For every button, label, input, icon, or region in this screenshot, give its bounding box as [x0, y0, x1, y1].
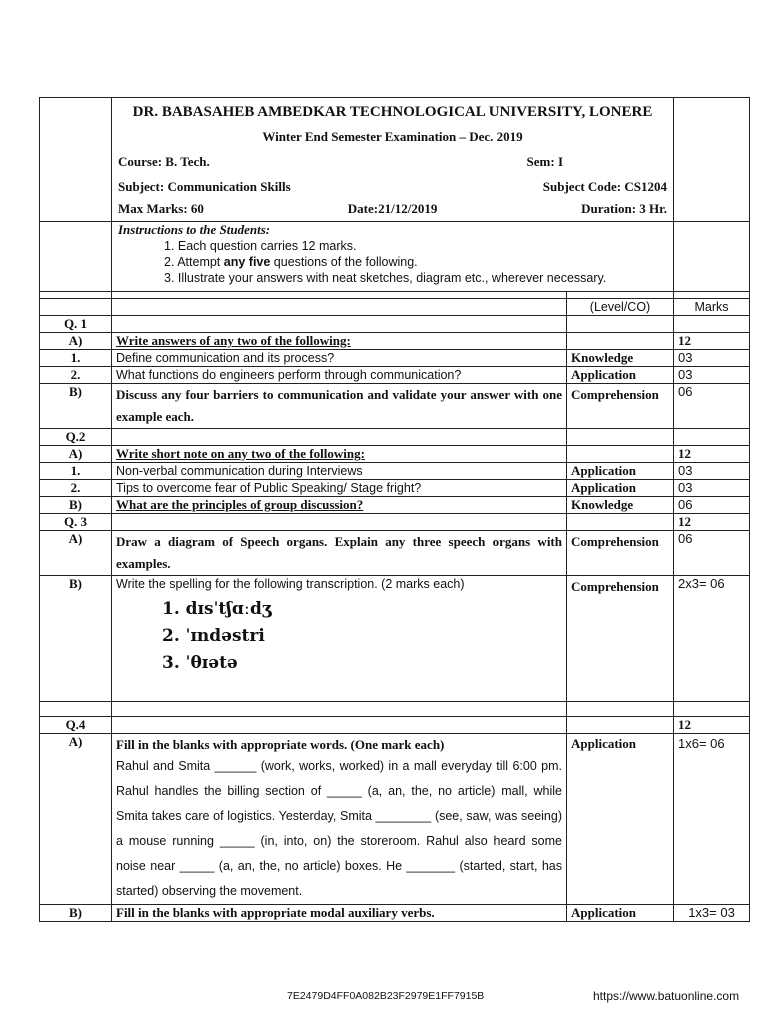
blank-cell	[674, 316, 750, 333]
marks: 03	[674, 367, 750, 384]
blank-cell	[567, 333, 674, 350]
fill-blanks-question	[112, 734, 567, 905]
instruction-3: 3. Illustrate your answers with neat sketches, diagram etc., wherever necessary.	[164, 271, 607, 285]
max-marks: Max Marks: 60	[118, 201, 204, 216]
blank-cell	[567, 514, 674, 531]
header-left-cell	[40, 98, 112, 222]
spacer-cell	[674, 702, 750, 717]
marks-column-header: Marks	[674, 299, 750, 316]
question-label: Q. 1	[40, 316, 112, 333]
part-label: B)	[40, 497, 112, 514]
spacer-cell	[40, 292, 112, 299]
question-text: Write short note on any two of the following:	[112, 446, 567, 463]
question-text: Discuss any four barriers to communication and validate your answer with one example each.	[112, 384, 567, 429]
instructions-right-cell	[674, 222, 750, 292]
spacer-cell	[112, 292, 567, 299]
marks: 12	[674, 333, 750, 350]
footer-code: 7E2479D4FF0A082B23F2979E1FF7915B	[287, 990, 485, 1002]
part-label: A)	[40, 531, 112, 576]
part-label: B)	[40, 576, 112, 702]
level: Comprehension	[567, 576, 674, 702]
subject-line	[118, 174, 667, 199]
exam-header	[112, 98, 674, 222]
course: Course: B. Tech.	[118, 154, 210, 169]
blank-cell	[567, 717, 674, 734]
marks: 06	[674, 497, 750, 514]
spacer-cell	[567, 292, 674, 299]
spacer-cell	[112, 702, 567, 717]
question-text: Tips to overcome fear of Public Speaking/ Stage fright?	[112, 480, 567, 497]
fill-blanks-paragraph: Rahul and Smita ______ (work, works, worked) in a mall everyday till 6:00 pm. Rahul handles the billing section of _____ (a, an, the, no article) mall, while Smita takes care of logistics. Yesterday, Smita ________ (see, saw, was seeing) a mouse running _____ (in, into, on) the storeroom. Rahul also heard some noise near _____ (a, an, the, no article) boxes. He _______ (started, start, has started) observing the movement.	[116, 759, 562, 898]
marks: 03	[674, 480, 750, 497]
part-label: A)	[40, 446, 112, 463]
transcription: 3. ˈθɪətə	[162, 653, 238, 673]
instruction-2: 2. Attempt any five questions of the following.	[164, 255, 418, 269]
level: Application	[567, 463, 674, 480]
blank-cell	[112, 514, 567, 531]
transcription: 1. dɪsˈtʃɑːdʒ	[162, 599, 272, 619]
subject-code: Subject Code: CS1204	[542, 179, 668, 194]
question-text: Write answers of any two of the following:	[112, 333, 567, 350]
blank-cell	[112, 316, 567, 333]
level: Comprehension	[567, 531, 674, 576]
item-label: 1.	[40, 463, 112, 480]
question-text: Fill in the blanks with appropriate modal auxiliary verbs.	[112, 905, 567, 922]
instruction-1: 1. Each question carries 12 marks.	[164, 239, 357, 253]
instructions-left-cell	[40, 222, 112, 292]
duration: Duration: 3 Hr.	[581, 201, 667, 216]
question-label: Q.4	[40, 717, 112, 734]
subject: Subject: Communication Skills	[118, 179, 291, 194]
blank-cell	[112, 429, 567, 446]
question-text: Non-verbal communication during Interviews	[112, 463, 567, 480]
part-label: B)	[40, 905, 112, 922]
question-label: Q. 3	[40, 514, 112, 531]
question-text: What are the principles of group discussion?	[112, 497, 567, 514]
blank-cell	[112, 299, 567, 316]
level: Application	[567, 905, 674, 922]
level: Comprehension	[567, 384, 674, 429]
blank-cell	[567, 429, 674, 446]
level: Knowledge	[567, 350, 674, 367]
question-text: Write the spelling for the following transcription. (2 marks each)	[116, 577, 465, 591]
exam-title: Winter End Semester Examination – Dec. 2019	[262, 129, 523, 144]
blank-cell	[112, 717, 567, 734]
marks: 03	[674, 350, 750, 367]
marks: 12	[674, 717, 750, 734]
marks: 2x3= 06	[674, 576, 750, 702]
instructions	[112, 222, 674, 292]
question-text: Define communication and its process?	[112, 350, 567, 367]
marks: 03	[674, 463, 750, 480]
blank-cell	[40, 299, 112, 316]
marks: 12	[674, 514, 750, 531]
marks: 1x6= 06	[674, 734, 750, 905]
blank-cell	[674, 429, 750, 446]
marks: 06	[674, 531, 750, 576]
spacer-cell	[567, 702, 674, 717]
level-column-header: (Level/CO)	[567, 299, 674, 316]
part-label: B)	[40, 384, 112, 429]
instructions-heading: Instructions to the Students:	[118, 222, 271, 237]
question-label: Q.2	[40, 429, 112, 446]
spacer-cell	[40, 702, 112, 717]
item-label: 2.	[40, 367, 112, 384]
level: Application	[567, 480, 674, 497]
part-label: A)	[40, 333, 112, 350]
university-name: DR. BABASAHEB AMBEDKAR TECHNOLOGICAL UNIVERSITY, LONERE	[132, 104, 653, 120]
question-text: Draw a diagram of Speech organs. Explain any three speech organs with examples.	[112, 531, 567, 576]
footer-url[interactable]: https://www.batuonline.com	[593, 989, 740, 1003]
blank-cell	[567, 316, 674, 333]
marks: 06	[674, 384, 750, 429]
transcription-question	[112, 576, 567, 702]
item-label: 2.	[40, 480, 112, 497]
semester: Sem: I	[526, 154, 564, 169]
marks: 12	[674, 446, 750, 463]
marks-line	[118, 199, 667, 219]
item-label: 1.	[40, 350, 112, 367]
spacer-cell	[674, 292, 750, 299]
part-label: A)	[40, 734, 112, 905]
blank-cell	[567, 446, 674, 463]
transcription: 2. ˈɪndəstri	[162, 626, 265, 646]
exam-table	[39, 97, 750, 922]
level: Application	[567, 367, 674, 384]
level: Application	[567, 734, 674, 905]
question-text: What functions do engineers perform through communication?	[112, 367, 567, 384]
exam-date: Date:21/12/2019	[347, 201, 438, 216]
level: Knowledge	[567, 497, 674, 514]
question-text: Fill in the blanks with appropriate words. (One mark each)	[116, 737, 445, 752]
header-right-cell	[674, 98, 750, 222]
course-line	[118, 149, 667, 174]
marks: 1x3= 03	[674, 905, 750, 922]
